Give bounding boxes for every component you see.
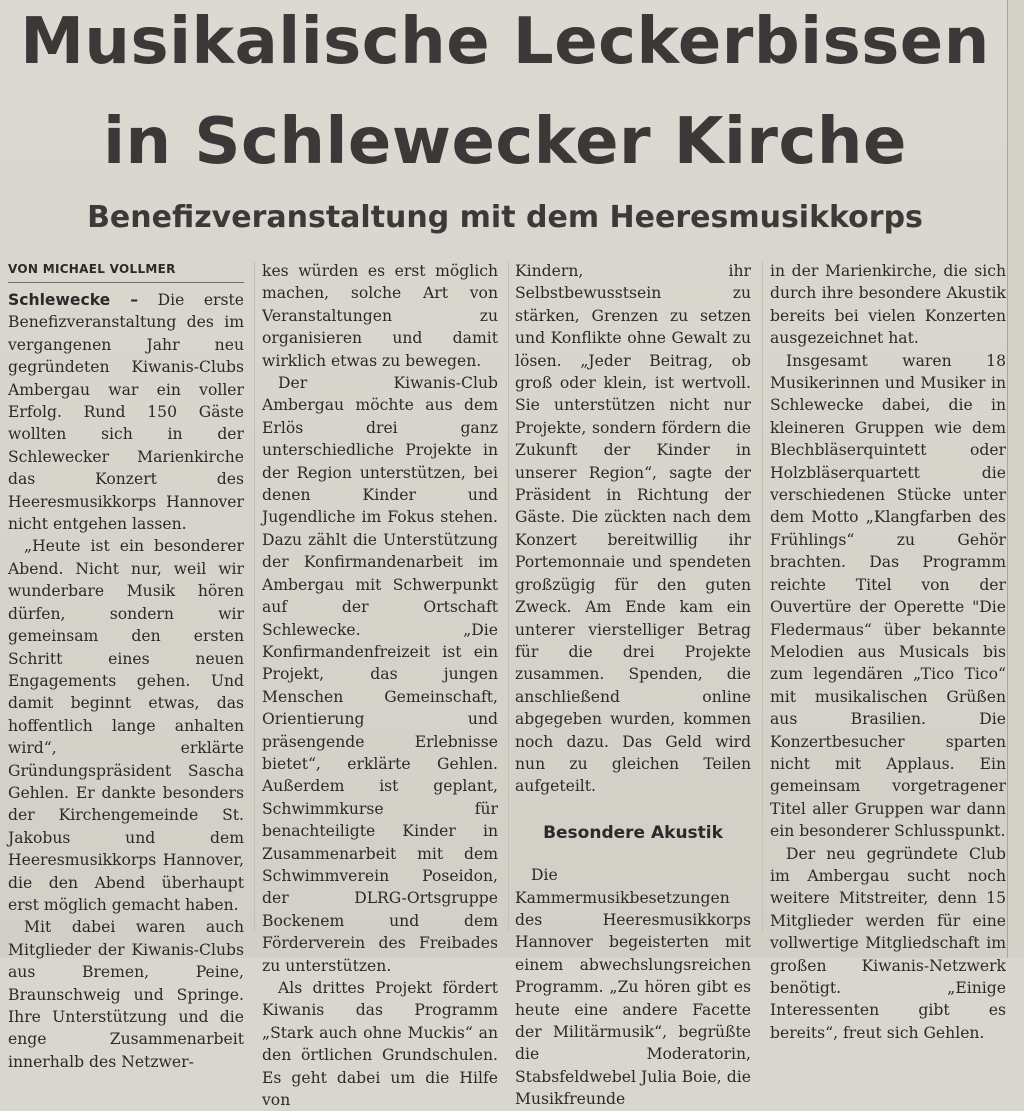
column-divider (254, 262, 255, 932)
article-paragraph: Als drittes Projekt fördert Kiwanis das Programm „Stark auch ohne Muckis“ an den örtlichen Grundschulen. Es geht dabei um die Hilfe von (262, 979, 498, 1110)
section-heading: Besondere Akustik (543, 822, 723, 843)
byline: VON MICHAEL VOLLMER (8, 260, 244, 283)
article-column-1 (8, 260, 244, 1073)
article-paragraph: Schlewecke – Die erste Benefizveranstaltung des im vergangenen Jahr neu gegründeten Kiwanis-Clubs Ambergau war ein voller Erfolg. Rund 150 Gäste wollten sich in der Schlewecker Marienkirche das Konzert des Heeresmusikkorps Hannover nicht entgehen lassen. (8, 291, 244, 534)
article-paragraph: Insgesamt waren 18 Musikerinnen und Musiker in Schlewecke dabei, die in kleineren Gruppen wie dem Blechbläserquintett oder Holzbläserquartett die verschiedenen Stücke unter dem Motto „Klangfarben des Frühlings“ zu Gehör brachten. Das Programm reichte Titel von der Ouvertüre der Operette "Die Fledermaus“ über bekannte Melodien aus Musicals bis zum legendären „Tico Tico“ mit musikalischen Grüßen aus Brasilien. Die Konzertbesucher sparten nicht mit Applaus. Ein gemeinsam vorgetragener Titel aller Gruppen war dann ein besonderer Schlusspunkt. (770, 351, 1006, 841)
article-paragraph: „Heute ist ein besonderer Abend. Nicht nur, weil wir wunderbare Musik hören dürfen, sondern wir gemeinsam den ersten Schritt eines neuen Engagements gehen. Und damit beginnt etwas, das hoffentlich lange anhalten wird“, erklärte Gründungspräsident Sascha Gehlen. Er dankte besonders der Kirchengemeinde St. Jakobus und dem Heeresmusikkorps Hannover, die den Abend überhaupt erst möglich gemacht haben. (8, 537, 244, 914)
dateline: Schlewecke – (8, 291, 139, 309)
article-paragraph: Der Kiwanis-Club Ambergau möchte aus dem Erlös drei ganz unterschiedliche Projekte in der Region unterstützen, bei denen Kinder und Jugendliche im Fokus stehen. Dazu zählt die Unterstützung der Konfirmandenarbeit im Ambergau mit Schwerpunkt auf der Ortschaft Schlewecke. „Die Konfirmandenfreizeit ist ein Projekt, das jungen Menschen Gemeinschaft, Orientierung und präsengende Erlebnisse bietet“, erklärte Gehlen. Außerdem ist geplant, Schwimmkurse für benachteiligte Kinder in Zusammenarbeit mit dem Schwimmverein Poseidon, der DLRG-Ortsgruppe Bockenem und dem Förderverein des Freibades zu unterstützen. (262, 374, 498, 975)
article-column-3 (515, 260, 751, 1111)
column-divider (508, 262, 509, 932)
headline-line-1: Musikalische Leckerbissen (20, 5, 990, 79)
article-paragraph: kes würden es erst möglich machen, solche Art von Veranstaltungen zu organisieren und damit wirklich etwas zu bewegen. (262, 262, 498, 370)
article-column-2 (262, 260, 498, 1111)
column-divider (762, 262, 763, 932)
article-paragraph: Kindern, ihr Selbstbewusstsein zu stärken, Grenzen zu setzen und Konflikte ohne Gewalt zu lösen. „Jeder Beitrag, ob groß oder klein, ist wertvoll. Sie unterstützen nicht nur Projekte, sondern fördern die Zukunft der Kinder in unserer Region“, sagte der Präsident in Richtung der Gäste. Die zückten nach dem Konzert bereitwillig ihr Portemonnaie und spendeten großzügig für den guten Zweck. Am Ende kam ein unterer vierstelliger Betrag für die drei Projekte zusammen. Spenden, die anschließend online abgegeben wurden, kommen noch dazu. Das Geld wird nun zu gleichen Teilen aufgeteilt. (515, 262, 751, 796)
article-column-4 (770, 260, 1006, 1044)
article-paragraph: Mit dabei waren auch Mitglieder der Kiwanis-Clubs aus Bremen, Peine, Braunschweig und Springe. Ihre Unterstützung und die enge Zusammenarbeit innerhalb des Netzwer- (8, 918, 244, 1071)
subheadline: Benefizveranstaltung mit dem Heeresmusikkorps (87, 200, 923, 235)
article-paragraph: Der neu gegründete Club im Ambergau sucht noch weitere Mitstreiter, denn 15 Mitglieder werden für eine vollwertige Mitgliedschaft im großen Kiwanis-Netzwerk benötigt. „Einige Interessenten gibt es bereits“, freut sich Gehlen. (770, 844, 1006, 1042)
headline-line-2: in Schlewecker Kirche (103, 105, 907, 179)
article-paragraph: in der Marienkirche, die sich durch ihre besondere Akustik bereits bei vielen Konzerten ausgezeichnet hat. (770, 262, 1006, 348)
article-paragraph: Die Kammermusikbesetzungen des Heeresmusikkorps Hannover begeisterten mit einem abwechslungsreichen Programm. „Zu hören gibt es heute eine andere Facette der Militärmusik“, begrüßte die Moderatorin, Stabsfeldwebel Julia Boie, die Musikfreunde (515, 866, 751, 1109)
